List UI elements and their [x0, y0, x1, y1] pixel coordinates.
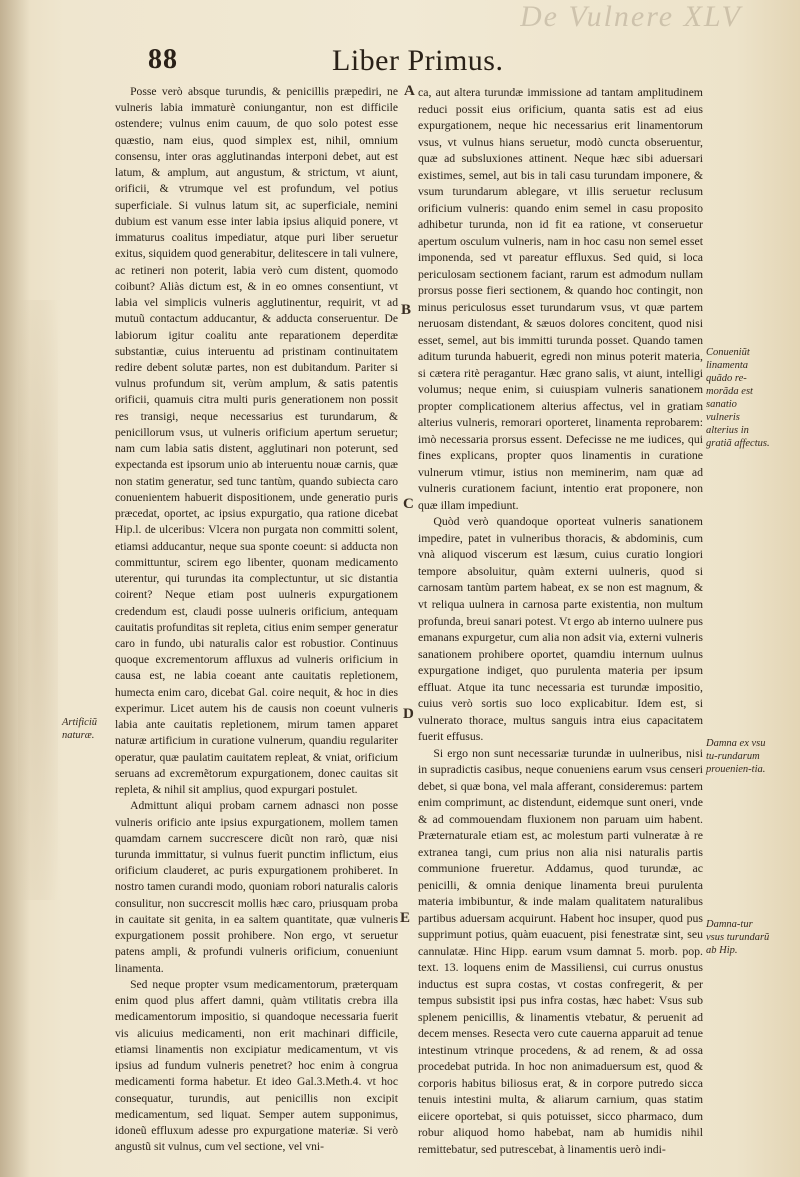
- running-head: Liber Primus.: [332, 44, 504, 77]
- margin-note-right-1: Conueniũt linamenta quãdo re-morãda est sanatio vulneris alterius in gratiã affectus.: [706, 347, 770, 449]
- paper-stain: [18, 300, 58, 900]
- left-paragraph-3: Sed neque propter vsum medicamentorum, præterquam enim quod plus affert damni, quàm vtilitatis crebra illa medicamentorum impositio, si quandoque necessaria fuerit vis alicuius medicamenti, non erit machinari difficile, etiamsi linamentis non excipiatur medicamentum, vt vis ipsius ad fundum vulneris penetret? hoc enim à congrua medicamenti forma habetur. Et ideo Gal.3.Meth.4. vt hoc consequatur, turundis, aut penicillis non excipit medicamentum, sed liquat. Semper autem supponimus, idoneũ effluxum adesse pro expurgatione materiæ. Si verò angustũ sit vulnus, cum vel sectione, vel vni-: [115, 977, 398, 1154]
- section-letter-b: B: [401, 302, 412, 318]
- section-letter-e: E: [400, 910, 411, 926]
- page-header: [148, 44, 628, 84]
- margin-note-right-2: Damna ex vsu tu-rundarum prouenien-tia.: [706, 738, 766, 775]
- section-letter-d: D: [403, 706, 414, 722]
- left-text-column: [115, 84, 398, 1155]
- right-text-column: [418, 84, 703, 1158]
- section-letter-c: C: [403, 496, 414, 512]
- right-paragraph-1: ca, aut altera turundæ immissione ad tantam amplitudinem reduci possit eius orificium, quanta satis est ad eius expurgationem, neque hic necessarius erit linamentorum vsus, vt vulnus hians seruetur, modò cuncta obseruentur, quæ ad subsluxiones attinent. Neque hæc sibi aduersari existimes, semel, aut bis in tali casu turundam imponere, & vsum turundarum ablegare, vt illis seruetur reclusum orificium vulneris: quando enim semel in casu proposito adhibetur turunda, non id fit ea ratione, vt conseruetur apertum osculum vulneris, nam in hoc casu non semel esset imponenda, sed vt pareatur effluxus. Sed quid, si loca periculosam sectionem faciant, rarum est admodum nullam prorsus posse fieri sectionem, & quando hoc contingit, non minus periculosus esset turundarum vsus, vt quæ partem neruosam distendant, & sæuos dolores concitent, quod nisi esset, semel, aut bis immitti turunda posset. Quando tamen aditum turunda habuerit, egredi non minus poterit materia, si cætera ritè peragantur. Hæc grano salis, vt aiunt, intelligi volumus; neque enim, si cuiuspiam vulneris sanationem propter complicationem alterius affectus, vel in gratiam alterius vulneris, remorari oporteret, linamenta reprobarem: imò necessaria prorsus essent. Defecisse ne me iudices, qui fines explicans, propter quos linamentis in curatione vulnerum vtimur, istius non meminerim, nam quæ ad vulneris curationem faciunt, intentio erat proponere, non quæ illam impediunt.: [418, 85, 703, 512]
- margin-note-right-3: Damna-tur vsus turundarũ ab Hip.: [706, 919, 770, 956]
- margin-note-left: Artificiũ naturæ.: [62, 717, 97, 741]
- left-paragraph-2: Admittunt aliqui probam carnem adnasci non posse vulneris orificio ante ipsius expurgationem, mollem tamen quamdam carnem succrescere dicũt non rarò, quæ nisi turunda immittatur, si vulnus fuerit punctim inflictum, eius orificium clauderet, ac puris expurgationem prohiberet. In nostro tamen curandi modo, quoniam robori naturalis caloris consulitur, non succrescit mollis hæc caro, priusquam proba in cauitate sit genita, in ea saltem quantitate, quæ vulneris expurgationem possit prohibere. Non ergo, vt seruetur patens ampli, & profundi vulneris orificium, conueniunt linamenta.: [115, 799, 398, 975]
- right-paragraph-2: Quòd verò quandoque oporteat vulneris sanationem impedire, patet in vulneribus thoracis, & abdominis, cum vnà aliquod viscerum est læsum, cuius curatio longiori tempore absoluitur, quàm externi uulneris, quod si carnosam tantùm partem habeat, ex se non est magnum, & vt reliqua uulnera in carnosa parte existentia, non multum profunda, breui sanari potest. Vt ergo ab interno uulnere pus emanans expurgetur, cum alia non adsit via, externi vulneris sanationem prohibere oportet, quamdiu internum uulnus expurgatione indiget, quo purulenta materia per ipsum effluat. Atque ita tunc necessaria est turundæ impositio, cuius verò sortis suo loco explicabitur. Idem est, si vulnerato thorace, multus sanguis intra eius capacitatem fuerit effusus.: [418, 514, 703, 744]
- left-paragraph-1: Posse verò absque turundis, & penicillis præpediri, ne vulneris labia immaturè coniungantur, non est difficile ostendere; vulnus enim cauum, de quo solo potest esse quæstio, nam eius, quod simplex est, nihil, omnium consensu, inter oras agglutinandas interponi debet, aut est latum, & amplum, aut angustum, & strictum, vt aiunt, orificii, & vtrumque vel est profundum, vel potius superficiale. Si vulnus latum sit, ac superficiale, nemini dubium est vanum esse inter labia ipsius aliquid ponere, vt immaturus coalitus impediatur, atque puri liber seruetur exitus, siquidem quod generabitur, delitescere in tali vulnere, ac retineri non poterit, labia verò cum distent, quomodo coibunt? Aliàs dictum est, & in eo omnes consentiunt, vt labia vel simplicis vulneris agglutinentur, requirit, vt ad mutuũ contactum adducantur, & adducta conseruentur. De labiorum igitur coalitu ante reparationem deperditæ substantiæ, cuius interuentu ad pristinam continuitatem redire debent solutæ partes, non est dubitandum. Pariter si vulnus profundum sit, verùm amplum, & satis patentis orificii, quamuis citra multi puris generationem non possit res transigi, neque necessarius est turundarum, & penicillorum vsus, ut vulneris orificium apertum seruetur; nam cum labia satis distent, agglutinari non poterunt, sed expectanda est ipsorum unio ab interuentu nouæ carnis, quæ non statim generatur, sed tunc tantùm, quando subiecta caro conuenientem habuerit dispositionem, unde generatio puris præcedat, oportet, ac ipsius expurgatio, qua ratione dicebat Hip.l. de ulceribus: Vlcera non purgata non committi solent, etiamsi adducantur, neque sua sponte coeunt: si adducta non committuntur, scirem ego libenter, quonam medicamento uterentur, qui turundas ita complectuntur, ut sic distantia coirent? Neque etiam post uulneris expurgationem credendum est, claudi posse uulneris orificium, antequam cauitatis profunditas sit repleta, citius enim semper generatur caro in fundo, ubi naturalis calor est robustior. Continuus quoque excrementorum affluxus ad vulneris orificium in causa est, ne labia coeant ante cauitatis repletionem, humecta enim caro, dicebat Gal. coire nequit, & hoc in dies experimur. Licet autem his de causis non coeunt vulneris labia ante cauitatis repletionem, mirum tamen apparet naturæ artificium in curatione vulnerum, quandiu regulariter operatur, quæ paulatim cauitatem repleat, & vniat, orificium seruans ad excremẽtorum expurgationem, donec cauitas sit repleta, & nihil sit amplius, quod expurgari postulet.: [115, 85, 398, 797]
- page-number: 88: [148, 44, 178, 75]
- section-letter-a: A: [404, 83, 415, 99]
- right-paragraph-3: Si ergo non sunt necessariæ turundæ in uulneribus, nisi in supradictis casibus, neque conueniens earum vsus censeri debet, si quæ bona, vel mala afferant, consideremus: partem enim comprimunt, ac distendunt, eidemque sunt oneri, vnde & ad commouendam fluxionem non paruam uim habent. Præternaturale etiam est, ac molestum parti vulneratæ à re extranea tangi, cum prius non alia nisi naturalis partis communione frueretur. Addamus, quod turundæ, ac penicilli, & omnia denique linamenta breui purulenta materia imbibuntur, & inde malam qualitatem naturalibus partibus aduersam acquirunt. Habent hoc insuper, quod pus supprimunt potius, quàm euacuent, pisi fenestratæ sint, seu cannulatæ. Hinc Hipp. earum vsum damnat 5. morb. pop. text. 13. loquens enim de Massiliensi, cui currus onustus inductus est supra costas, vt costas confregerit, & per tempus subsistit ipsi pus infra costas, hæc habet: Vsus sub splenem penicillis, & linamentis vtebatur, & peruenit ad decem menses. Resecta vero cute cauerna apparuit ad tenue intestinum vtrinque procedens, & ad renem, & ad ossa procedebat putrida. In hoc non animaduersum est, quod & corporis habitus biliosus erat, & in corpore putredo sicca tenuis intestini multa, & aliarum carnium, quas statim eiicere oportebat, si quis potuisset, sicco pharmaco, dum robur aliquod homo habebat, nam ab humidis nihil remittebatur, sed putrescebat, à linamentis uerò indi-: [418, 745, 703, 1156]
- bleed-through-text: De Vulnere XLV: [520, 0, 742, 33]
